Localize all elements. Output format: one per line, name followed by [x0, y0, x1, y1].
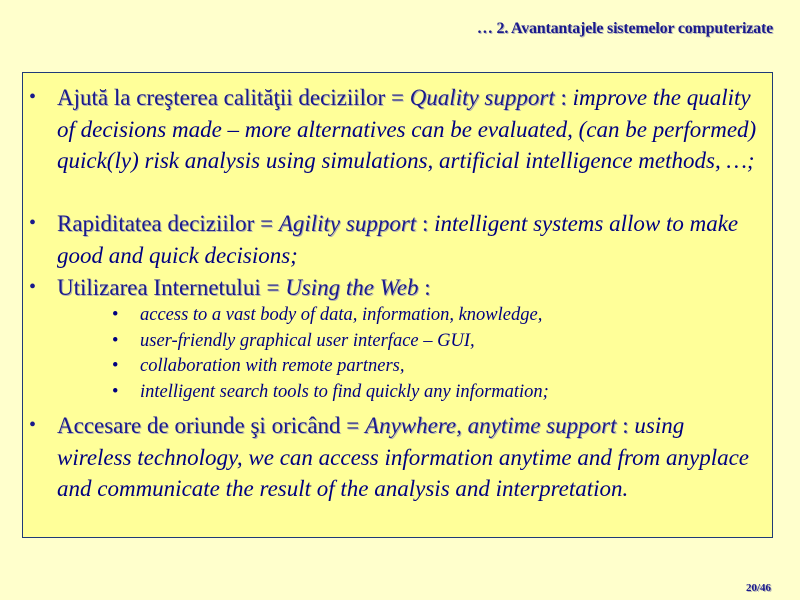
bullet-description: intelligent systems allow to make good and quick decisions;	[57, 211, 739, 268]
sub-bullet-text: intelligent search tools to find quickly any information;	[140, 381, 549, 402]
bullet-separator: :	[418, 275, 431, 300]
sub-bullet-dot: •	[112, 305, 119, 325]
sub-bullet-item	[112, 329, 740, 355]
page-number: 20/46	[745, 582, 771, 594]
bullet-term-en: Anywhere, anytime support	[365, 413, 617, 438]
bullet-term-en: Using the Web	[285, 275, 419, 300]
bullet-using-the-web	[29, 272, 757, 304]
sub-bullet-text: collaboration with remote partners,	[140, 356, 405, 376]
bullet-term-ro: Accesare de oriunde şi oricând =	[57, 413, 366, 438]
bullet-anywhere-anytime-support	[29, 410, 757, 505]
bullet-dot: •	[29, 276, 37, 298]
bullet-dot: •	[29, 414, 37, 436]
sub-bullet-dot: •	[112, 381, 119, 402]
bullet-agility-support	[29, 208, 757, 271]
sub-bullet-dot: •	[112, 356, 119, 376]
slide-title: … 2. Avantantajele sistemelor computerizate	[476, 20, 773, 37]
bullet-term-ro: Rapiditatea deciziilor =	[57, 211, 279, 236]
bullet-separator: :	[416, 211, 435, 236]
bullet-dot: •	[29, 86, 37, 108]
bullet-term-ro: Utilizarea Internetului =	[57, 275, 286, 300]
bullet-description: improve the quality of decisions made – more alternatives can be evaluated, (can be performed) quick(ly) risk analysis using simulations, artificial intelligence methods, …;	[57, 85, 757, 173]
sub-bullet-item	[112, 303, 740, 329]
sub-bullet-item	[112, 354, 740, 380]
bullet-dot: •	[29, 212, 37, 234]
bullet-term-en: Quality support	[409, 85, 555, 110]
bullet-separator: :	[616, 413, 635, 438]
sub-bullet-text: user-friendly graphical user interface – GUI,	[140, 330, 475, 351]
sub-bullet-dot: •	[112, 330, 119, 351]
bullet-quality-support	[29, 82, 757, 177]
bullet-separator: :	[554, 85, 573, 110]
bullet-description: using wireless technology, we can access information anytime and from anyplace and communicate the result of the analysis and interpretation.	[57, 413, 749, 501]
sub-bullet-text: access to a vast body of data, information, knowledge,	[140, 305, 543, 325]
sub-bullet-item	[112, 380, 740, 406]
sub-bullet-list	[112, 303, 740, 405]
bullet-term-en: Agility support	[278, 211, 417, 236]
bullet-term-ro: Ajută la creşterea calităţii deciziilor =	[57, 85, 410, 110]
